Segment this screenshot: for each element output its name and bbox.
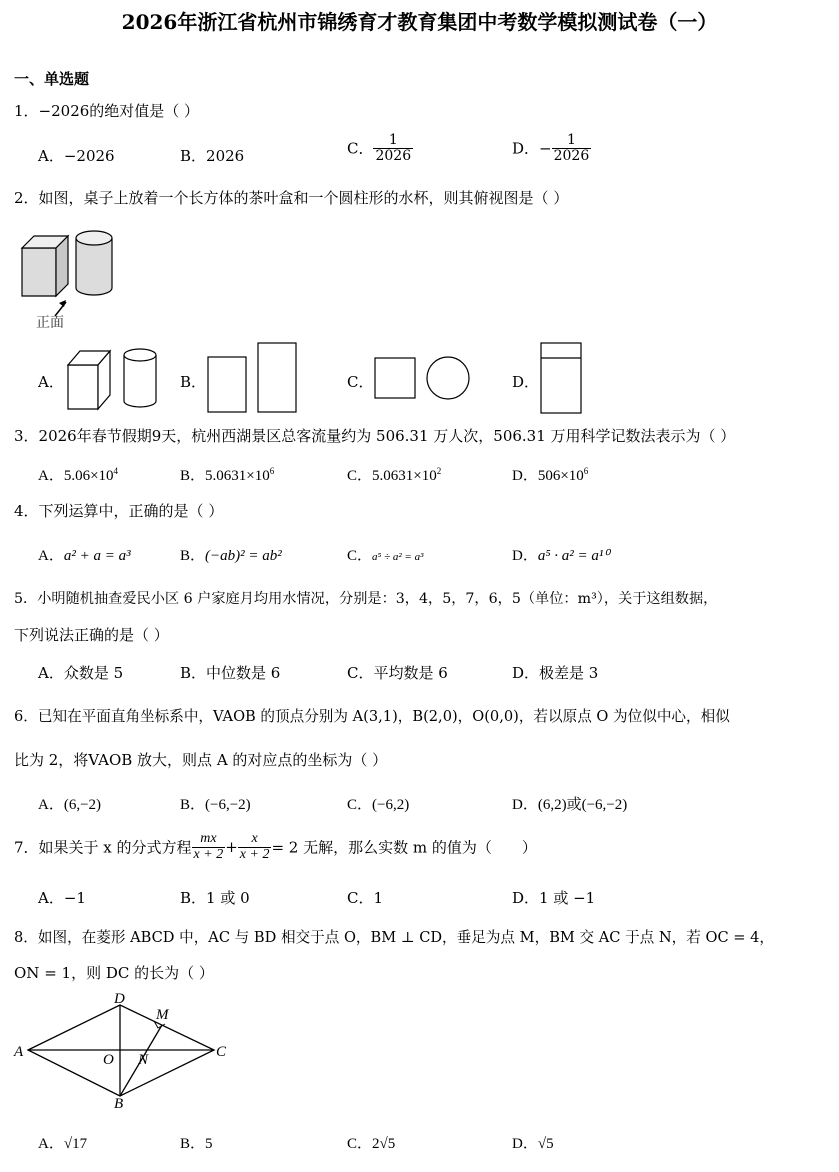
q3-option-c[interactable]: [347, 464, 441, 485]
q8-option-c[interactable]: C．2√5: [347, 1136, 396, 1152]
q5-option-a[interactable]: A．众数是 5: [38, 664, 124, 682]
q1-d-numerator: 1: [552, 133, 592, 149]
q1-c-denominator: 2026: [375, 147, 412, 164]
q7-frac2-num: x: [238, 832, 272, 848]
question-8-stem-line1: 8．如图，在菱形 ABCD 中，AC 与 BD 相交于点 O，BM ⊥ CD，垂足为点 M，BM 交 AC 于点 N，若 OC = 4，: [14, 929, 775, 946]
q7-stem-post: = 2 无解，那么实数 m 的值为（ ）: [271, 838, 537, 857]
q3-option-d[interactable]: [512, 464, 588, 485]
q1-option-c-label: C．: [347, 139, 374, 158]
question-8-stem-line2: ON = 1，则 DC 的长为（ ）: [14, 964, 214, 982]
q2-option-b-figure: [207, 342, 299, 414]
q4-c-label: C．: [347, 548, 373, 564]
q1-option-d[interactable]: [512, 133, 591, 163]
question-4-stem: 4．下列运算中，正确的是（ ）: [14, 502, 224, 520]
q4-a-label: A．: [38, 548, 64, 564]
q6-option-d[interactable]: D．(6,2)或(−6,−2): [512, 797, 628, 813]
q1-option-c[interactable]: [347, 133, 413, 163]
q5-option-c[interactable]: C．平均数是 6: [347, 664, 448, 682]
q4-d-expr: a⁵ · a² = a¹⁰: [537, 548, 610, 564]
q7-option-c[interactable]: C．1: [347, 889, 384, 907]
q4-b-label: B．: [180, 548, 206, 564]
q2-option-a-figure: [66, 345, 158, 411]
label-b: B: [114, 1096, 124, 1112]
label-m: M: [156, 1007, 169, 1023]
q2-option-d[interactable]: D．: [512, 373, 540, 391]
q3-a-text: A．5.06×10: [38, 468, 114, 484]
question-2-stem: 2．如图，桌子上放着一个长方体的茶叶盒和一个圆柱形的水杯，则其俯视图是（ ）: [14, 189, 569, 207]
question-1-stem: 1．−2026的绝对值是（ ）: [14, 102, 200, 120]
q7-frac2-den: x + 2: [239, 846, 270, 862]
label-d: D: [114, 991, 125, 1007]
q3-c-exp: 2: [436, 466, 442, 476]
cup-body: [76, 238, 112, 295]
q3-b-exp: 6: [269, 466, 275, 476]
cup-top: [76, 231, 112, 245]
q4-b-expr: (−ab)² = ab²: [205, 548, 282, 564]
q3-option-b[interactable]: [180, 464, 274, 485]
q4-c-expr: a⁵ ÷ a² = a³: [372, 551, 424, 563]
q2-option-b[interactable]: B．: [180, 373, 207, 391]
q6-option-c[interactable]: C．(−6,2): [347, 797, 410, 813]
label-c: C: [216, 1044, 227, 1060]
q7-stem-pre: 7．如果关于 x 的分式方程: [14, 838, 192, 857]
label-a: A: [14, 1044, 24, 1060]
q3-c-text: C．5.0631×10: [347, 468, 437, 484]
q2-option-d-figure: [540, 342, 584, 414]
question-3-stem: 3．2026年春节假期9天，杭州西湖景区总客流量约为 506.31 万人次，506.31 万用科学记数法表示为（ ）: [14, 427, 736, 445]
question-5-stem-line1: 5．小明随机抽查爱民小区 6 户家庭月均用水情况，分别是：3，4，5，7，6，5（单位：m³），关于这组数据，: [14, 591, 718, 607]
q7-plus: +: [225, 838, 238, 857]
q7-option-a[interactable]: A．−1: [38, 889, 86, 907]
q3-d-text: D．506×10: [512, 468, 584, 484]
question-6-stem-line2: 比为 2，将VAOB 放大，则点 A 的对应点的坐标为（ ）: [14, 751, 388, 769]
q5-option-d[interactable]: D．极差是 3: [512, 664, 599, 682]
q4-option-c[interactable]: [347, 544, 423, 565]
question-7-stem: [14, 832, 537, 862]
q7-option-d[interactable]: D．1 或 −1: [512, 889, 596, 907]
q5-option-b[interactable]: B．中位数是 6: [180, 664, 281, 682]
q4-a-expr: a² + a = a³: [63, 548, 131, 564]
q1-option-a[interactable]: A．−2026: [38, 147, 115, 165]
q2-option-a[interactable]: A．: [38, 373, 64, 391]
q6-option-b[interactable]: B．(−6,−2): [180, 797, 251, 813]
q4-d-label: D．: [512, 548, 538, 564]
q3-option-a[interactable]: [38, 464, 118, 485]
q4-option-a[interactable]: [38, 544, 131, 565]
q1-option-d-label: D．−: [512, 139, 552, 158]
q7-frac1-den: x + 2: [193, 846, 224, 862]
q7-option-b[interactable]: B．1 或 0: [180, 889, 250, 907]
q3-d-exp: 6: [583, 466, 589, 476]
q3-b-text: B．5.0631×10: [180, 468, 270, 484]
q8-option-b[interactable]: B．5: [180, 1136, 213, 1152]
q7-frac1-num: mx: [192, 832, 226, 848]
q2-option-c-figure: [374, 356, 474, 402]
question-6-stem-line1: 6．已知在平面直角坐标系中，VAOB 的顶点分别为 A(3,1)，B(2,0)，O(0,0)，若以原点 O 为位似中心，相似: [14, 708, 730, 725]
q6-option-a[interactable]: A．(6,−2): [38, 797, 102, 813]
tea-box-front: [22, 248, 56, 296]
front-label: 正面: [36, 315, 64, 331]
question-5-stem-line2: 下列说法正确的是（ ）: [14, 626, 169, 644]
section-heading: 一、单选题: [14, 70, 90, 88]
label-o: O: [103, 1052, 114, 1068]
q3-a-exp: 4: [113, 466, 119, 476]
q1-c-numerator: 1: [373, 133, 413, 149]
q4-option-d[interactable]: [512, 544, 609, 565]
q1-option-b[interactable]: B．2026: [180, 147, 245, 165]
q8-option-a[interactable]: A．√17: [38, 1136, 88, 1152]
q8-option-d[interactable]: D．√5: [512, 1136, 554, 1152]
page-title: 2026年浙江省杭州市锦绣育才教育集团中考数学模拟测试卷（一）: [121, 10, 718, 34]
q8-rhombus-figure: [10, 990, 235, 1115]
label-n: N: [138, 1052, 149, 1068]
q2-option-c[interactable]: C．: [347, 373, 374, 391]
q1-d-denominator: 2026: [553, 147, 590, 164]
q2-main-figure: [18, 224, 128, 334]
q4-option-b[interactable]: [180, 544, 282, 565]
